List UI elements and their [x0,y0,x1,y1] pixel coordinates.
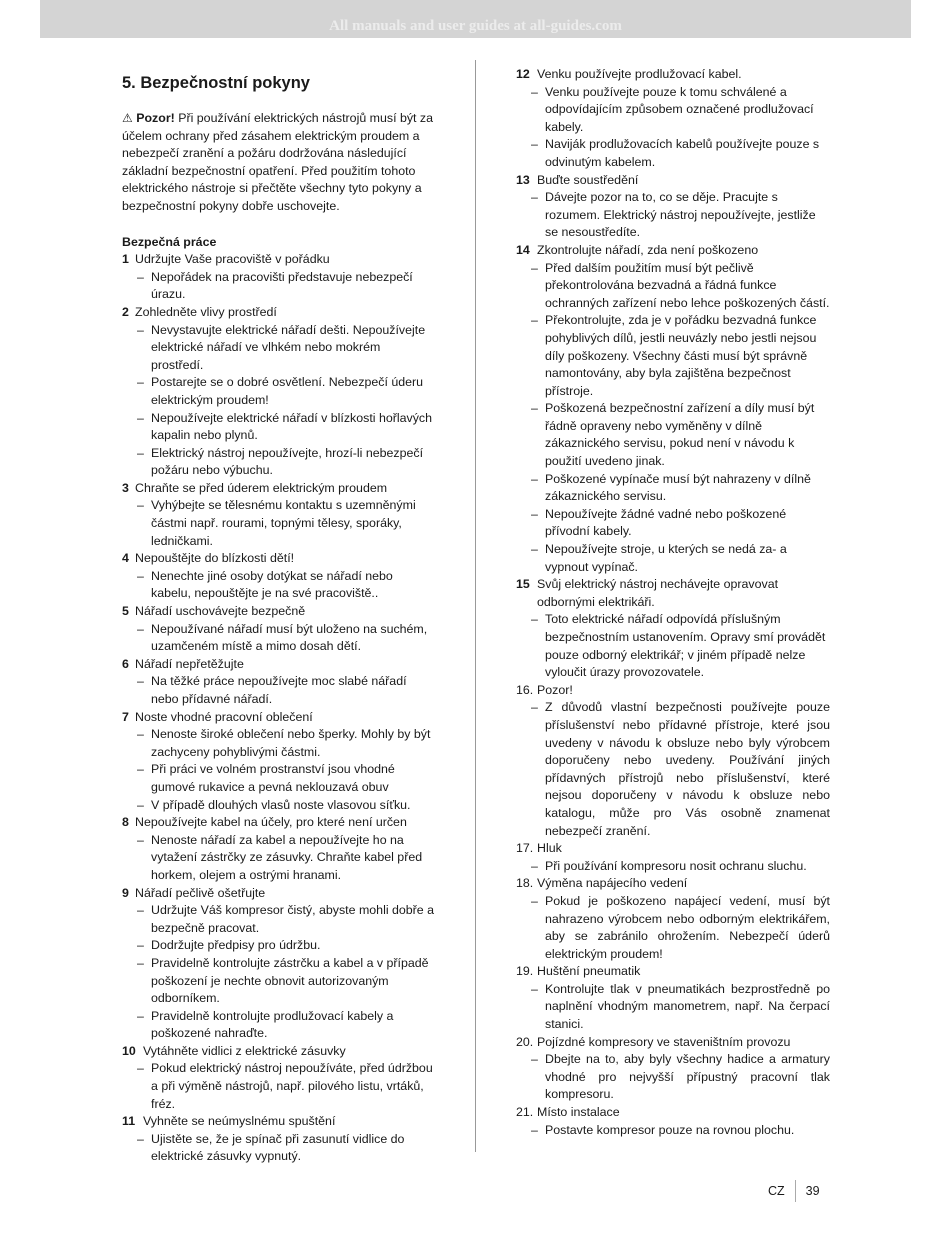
section-number: 13 [516,172,530,187]
list-item-text: Vyhýbejte se tělesnému kontaktu s uzemněnými částmi např. rourami, topnými tělesy, sporáky, ledničkami. [151,498,416,548]
list-item-text: Venku používejte pouze k tomu schválené a odpovídajícím způsobem označené prodlužovací kabely. [545,84,814,134]
section-title: Vyhněte se neúmyslnému spuštění [143,1114,336,1129]
column-divider [475,60,476,1152]
dash-bullet: – [137,955,144,970]
list-item-text: Postarejte se o dobré osvětlení. Nebezpečí úderu elektrickým proudem! [151,375,424,407]
list-item-text: Nenoste nářadí za kabel a nepoužívejte ho na vytažení zástrčky ze zásuvky. Chraňte kabel před horkem, olejem a ostrými hranami. [151,832,423,882]
safety-section [516,875,830,963]
list-item [122,797,436,815]
dash-bullet: – [531,1052,538,1067]
section-title: Vytáhněte vidlici z elektrické zásuvky [143,1043,346,1058]
section-title: Výměna napájecího vedení [537,876,688,891]
section-number: 12 [516,67,530,81]
list-item-text: Před dalším použitím musí být pečlivě překontrolována bezvadná a řádná funkce ochranných zařízení nebo lehce poškozených částí. [545,260,830,310]
section-heading [516,682,830,700]
list-item [516,858,830,876]
section-title: Buďte soustředění [537,172,639,187]
page-title: 5. Bezpečnostní pokyny [122,74,310,92]
dash-bullet: – [531,190,538,205]
dash-bullet: – [531,700,538,715]
section-title: Nářadí pečlivě ošetřujte [135,885,266,900]
list-item-text: Nepoužívejte stroje, u kterých se nedá za- a vypnout vypínač. [545,542,787,574]
list-item [122,937,436,955]
section-number: 4 [122,551,129,566]
dash-bullet: – [531,981,538,996]
dash-bullet: – [137,445,144,460]
safety-section [122,656,436,709]
dash-bullet: – [137,727,144,742]
list-item-text: Nevystavujte elektrické nářadí dešti. Nepoužívejte elektrické nářadí ve vlhkém nebo mokrém prostředí. [151,322,426,372]
section-heading [516,1104,830,1122]
list-item [122,269,436,304]
dash-bullet: – [137,1061,144,1076]
safety-section [122,304,436,480]
intro-warning-label: Pozor! [136,111,175,125]
section-heading [122,251,436,269]
dash-bullet: – [531,471,538,486]
intro-paragraph [122,110,436,216]
section-heading [516,576,830,611]
list-item [516,260,830,313]
dash-bullet: – [531,858,538,873]
list-item [122,445,436,480]
section-number: 21. [516,1105,534,1120]
section-heading [122,480,436,498]
dash-bullet: – [531,84,538,99]
list-item [516,541,830,576]
safety-section [516,840,830,875]
list-item-text: Nepoužívejte elektrické nářadí v blízkosti hořlavých kapalin nebo plynů. [151,410,432,443]
section-heading [122,304,436,322]
list-item [516,312,830,400]
safety-section [122,709,436,815]
right-section-list [516,66,830,1139]
list-item [122,374,436,409]
list-item-text: Nepoužívané nářadí musí být uloženo na suchém, uzamčeném místě a mimo dosah dětí. [151,621,428,654]
section-heading [516,1034,830,1052]
dash-bullet: – [137,903,144,918]
section-title: Nepouštějte do blízkosti dětí! [135,551,295,566]
safety-section [516,963,830,1033]
list-item-text: Naviják prodlužovacích kabelů používejte pouze s odvinutým kabelem. [545,137,820,169]
list-item [516,506,830,541]
dash-bullet: – [137,269,144,284]
section-heading [122,885,436,903]
dash-bullet: – [137,1008,144,1023]
list-item-text: Poškozená bezpečnostní zařízení a díly musí být řádně opraveny nebo vyměněny v dílně zákaznického servisu, pokud není v návodu k použití uvedeno jinak. [545,401,815,469]
list-item-text: Poškozené vypínače musí být nahrazeny v dílně zákaznického servisu. [545,471,811,504]
list-item-text: Toto elektrické nářadí odpovídá příslušným bezpečnostním ustanovením. Opravy smí provádět pouze odborný elektrikář; v jiném případě nelze vyloučit úrazy provozovatele. [545,612,826,680]
list-item-text: Z důvodů vlastní bezpečnosti používejte pouze příslušenství nebo přídavné přístroje, které jsou uvedeny v návodu k obsluze nebo byly výrobcem doporučeny nebo uvedeny. Používání jiných přídavných přístrojů nebo příslušenství, které nejsou doporučeny v návodu k obsluze nebo katalogu, může pro Vás osobně znamenat nebezpečí zranění. [545,700,830,838]
dash-bullet: – [531,260,538,275]
list-item-text: Při používání kompresoru nosit ochranu sluchu. [545,858,807,873]
list-item-text: Pokud je poškozeno napájecí vedení, musí být nahrazeno výrobcem nebo odborným elektrikářem, aby se zabránilo ohrožením. Nebezpečí úderů elektrickým proudem! [545,893,830,961]
dash-bullet: – [137,322,144,337]
list-item [516,893,830,963]
list-item-text: Postavte kompresor pouze na rovnou plochu. [545,1122,795,1137]
list-item-text: V případě dlouhých vlasů noste vlasovou síťku. [151,797,411,812]
section-number: 1 [122,252,129,267]
safety-section [516,1034,830,1104]
list-item [516,136,830,171]
section-heading [516,66,830,84]
list-item-text: Dávejte pozor na to, co se děje. Pracujte s rozumem. Elektrický nástroj nepoužívejte, jestliže se nesoustředíte. [545,190,816,240]
dash-bullet: – [531,612,538,627]
section-title: Pojízdné kompresory ve staveništním provozu [537,1034,791,1049]
section-title: Chraňte se před úderem elektrickým proudem [135,480,388,495]
list-item [122,832,436,885]
safety-section [122,480,436,550]
section-number: 11 [122,1114,136,1129]
list-item [122,621,436,656]
list-item-text: Elektrický nástroj nepoužívejte, hrozí-li nebezpečí požáru nebo výbuchu. [151,445,424,478]
safety-section [516,1104,830,1139]
list-item [122,902,436,937]
left-column [122,66,436,1166]
list-item-text: Nepoužívejte žádné vadné nebo poškozené přívodní kabely. [545,506,787,539]
dash-bullet: – [531,401,538,416]
list-item-text: Nepořádek na pracovišti představuje nebezpečí úrazu. [151,269,413,302]
section-heading [516,963,830,981]
section-title: Pozor! [537,682,573,697]
list-item-text: Udržujte Váš kompresor čistý, abyste mohli dobře a bezpečně pracovat. [151,903,435,935]
safety-section [516,576,830,682]
section-title: Noste vhodné pracovní oblečení [135,709,313,724]
safety-section [122,550,436,603]
section-number: 7 [122,709,129,724]
list-item-text: Na těžké práce nepoužívejte moc slabé nářadí nebo přídavné nářadí. [151,674,407,706]
list-item-text: Ujistěte se, že je spínač při zasunutí vidlice do elektrické zásuvky vypnutý. [151,1131,405,1164]
section-title: Venku používejte prodlužovací kabel. [537,67,742,81]
right-column [516,66,830,1139]
list-item [516,189,830,242]
list-item [516,611,830,681]
section-number: 14 [516,242,530,257]
list-item [122,322,436,375]
safety-section [122,1113,436,1166]
section-number: 15 [516,577,530,592]
dash-bullet: – [137,832,144,847]
safety-section [122,603,436,656]
dash-bullet: – [531,893,538,908]
section-number: 9 [122,885,129,900]
list-item [122,955,436,1008]
section-title: Nářadí nepřetěžujte [135,656,244,671]
list-item [516,400,830,470]
list-item [122,1060,436,1113]
list-item [516,699,830,840]
dash-bullet: – [531,506,538,521]
dash-bullet: – [137,797,144,812]
language-code: CZ [768,1184,785,1198]
section-number: 8 [122,815,129,830]
section-number: 10 [122,1043,136,1058]
list-item [516,981,830,1034]
section-heading [122,603,436,621]
section-number: 19. [516,964,534,979]
safety-section [122,814,436,884]
intro-text: Při používání elektrických nástrojů musí být za účelem ochrany před zásahem elektrickým proudem a nebezpečí zranění a požáru dodržována následující základní bezpečnostní opatření. Před použitím tohoto elektrického nástroje si přečtěte všechny tyto pokyny a bezpečnostní pokyny dobře uschovejte. [122,111,434,213]
list-item [122,1008,436,1043]
list-item [516,1122,830,1140]
watermark-banner: All manuals and user guides at all-guides.com [40,0,911,38]
page-footer [768,1180,820,1202]
page-number: 39 [805,1184,820,1198]
dash-bullet: – [137,410,144,425]
section-title: Hluk [537,841,562,856]
section-number: 6 [122,656,129,671]
section-title: Huštění pneumatik [537,964,641,979]
section-number: 18. [516,876,534,891]
list-item [122,497,436,550]
section-heading [516,242,830,260]
warning-icon: ⚠ [122,111,133,125]
section-heading [122,814,436,832]
list-item [122,1131,436,1166]
list-item [122,410,436,445]
section-heading [122,709,436,727]
section-number: 5 [122,604,129,619]
list-item [122,673,436,708]
dash-bullet: – [137,568,144,583]
left-section-list [122,251,436,1166]
dash-bullet: – [137,762,144,777]
list-item-text: Překontrolujte, zda je v pořádku bezvadná funkce pohyblivých dílů, jestli neuvázly nebo jestli nejsou díly poškozeny. Všechny části musí být správně namontovány, aby byla zajištěna bezpečnost přístroje. [545,313,817,398]
safety-section [516,682,830,840]
list-item-text: Pravidelně kontrolujte prodlužovací kabely a poškozené nahraďte. [151,1008,394,1041]
section-title: Místo instalace [537,1105,620,1120]
safety-section [516,242,830,576]
dash-bullet: – [137,674,144,689]
safety-section [122,251,436,304]
section-heading [122,656,436,674]
list-item [122,568,436,603]
list-item [122,726,436,761]
section-number: 3 [122,480,129,495]
section-title: Udržujte Vaše pracoviště v pořádku [135,252,330,267]
dash-bullet: – [531,542,538,557]
safety-section [516,66,830,172]
section-title: Zkontrolujte nářadí, zda není poškozeno [537,242,759,257]
section-number: 16. [516,682,534,697]
dash-bullet: – [531,313,538,328]
dash-bullet: – [137,498,144,513]
list-item-text: Při práci ve volném prostranství jsou vhodné gumové rukavice a pevná neklouzavá obuv [151,762,395,794]
dash-bullet: – [531,137,538,152]
dash-bullet: – [137,375,144,390]
list-item-text: Kontrolujte tlak v pneumatikách bezprostředně po naplnění vhodným manometrem, např. Na čerpací stanici. [545,981,830,1032]
dash-bullet: – [137,938,144,953]
safety-section [122,885,436,1043]
section-heading [122,1043,436,1061]
section-title: Zohledněte vlivy prostředí [135,304,277,319]
dash-bullet: – [137,621,144,636]
section-subheading: Bezpečná práce [122,234,217,249]
section-heading [516,172,830,190]
list-item-text: Pravidelně kontrolujte zástrčku a kabel a v případě poškození je nechte obnovit autorizovaným odborníkem. [151,955,429,1006]
section-title: Svůj elektrický nástroj nechávejte opravovat odbornými elektrikáři. [537,577,779,609]
list-item [516,1051,830,1104]
section-number: 2 [122,304,129,319]
list-item-text: Dodržujte předpisy pro údržbu. [151,938,321,953]
section-number: 20. [516,1034,534,1049]
list-item [516,84,830,137]
list-item-text: Dbejte na to, aby byly všechny hadice a armatury vhodné pro nejvyšší přípustný pracovní tlak kompresoru. [545,1052,830,1102]
section-title: Nářadí uschovávejte bezpečně [135,604,306,619]
section-heading [516,875,830,893]
list-item-text: Nenoste široké oblečení nebo šperky. Mohly by být zachyceny pohyblivými částmi. [151,727,431,759]
safety-section [516,172,830,242]
safety-section [122,1043,436,1113]
list-item-text: Nenechte jiné osoby dotýkat se nářadí nebo kabelu, nepouštějte je na své pracoviště.. [151,568,393,601]
dash-bullet: – [531,1122,538,1137]
list-item [516,471,830,506]
list-item-text: Pokud elektrický nástroj nepoužíváte, před údržbou a při výměně nástrojů, např. pilového listu, vrtáků, fréz. [151,1061,433,1111]
list-item [122,761,436,796]
section-heading [122,1113,436,1131]
footer-separator [795,1180,796,1202]
section-title: Nepoužívejte kabel na účely, pro které není určen [135,815,407,830]
section-heading [516,840,830,858]
dash-bullet: – [137,1131,144,1146]
section-number: 17. [516,841,534,856]
section-heading [122,550,436,568]
